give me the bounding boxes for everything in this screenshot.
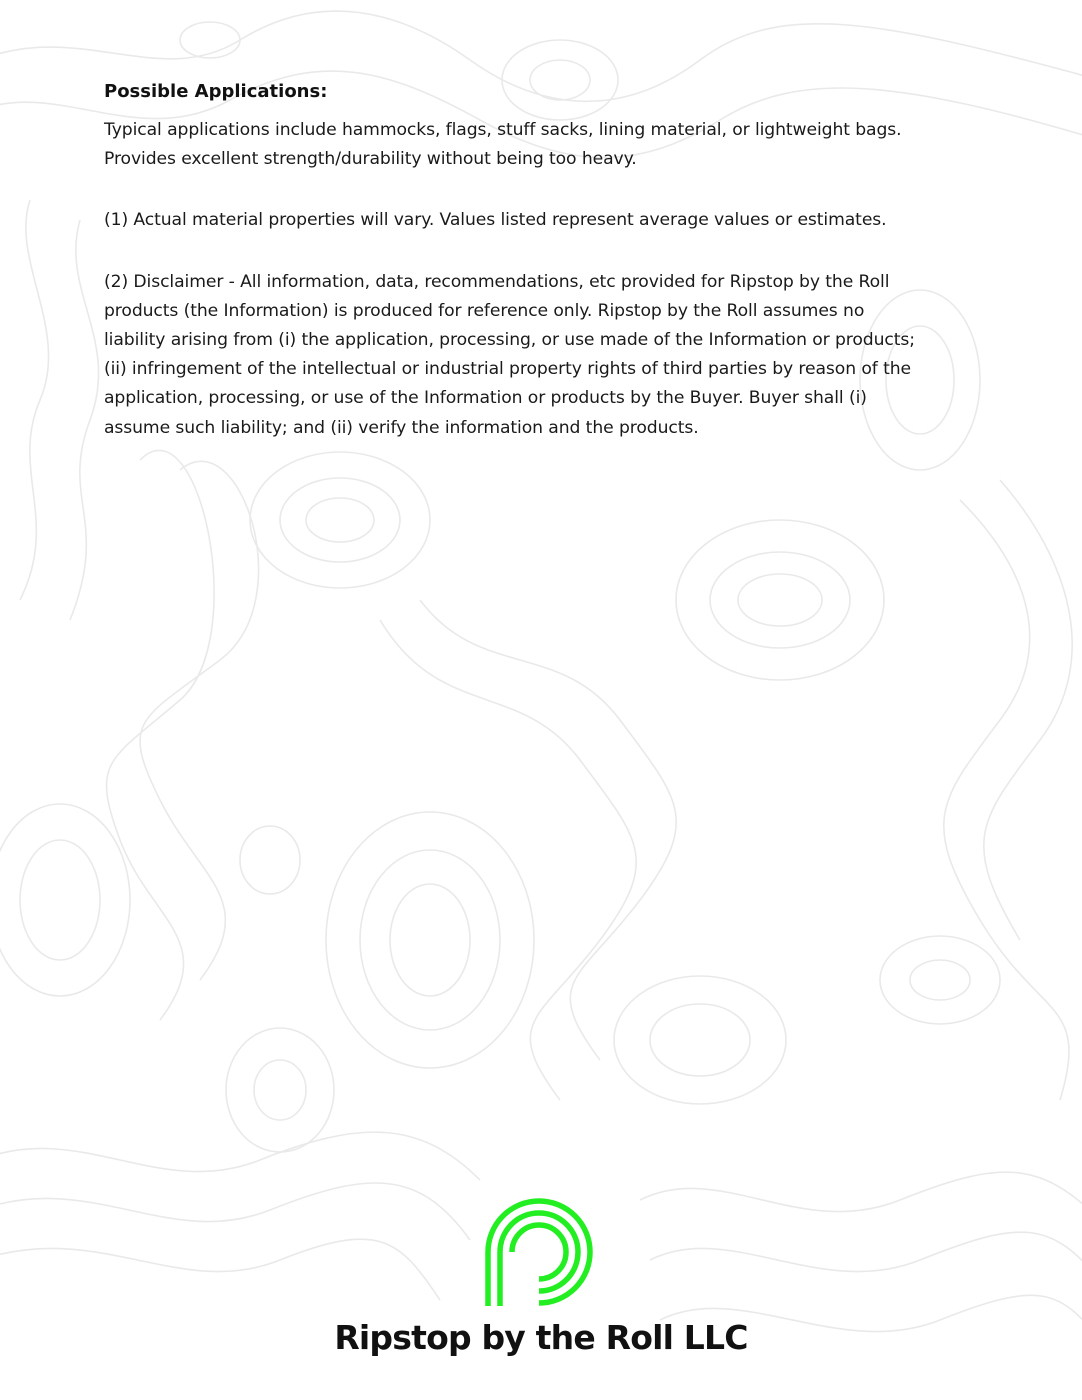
note-1-line: (1) Actual material properties will vary. Values listed represent average values or estimates. [104,210,887,231]
main-content [104,78,984,475]
disclaimer-line: (ii) infringement of the intellectual or industrial property rights of third parties by reason of the [104,359,911,380]
disclaimer-line: assume such liability; and (ii) verify the information and the products. [104,417,699,438]
ripstop-roll-logo-icon [482,1196,596,1308]
applications-line: Typical applications include hammocks, flags, stuff sacks, lining material, or lightweight bags. [104,120,902,140]
disclaimer-paragraph [104,268,984,443]
disclaimer-line: products (the Information) is produced for reference only. Ripstop by the Roll assumes no [104,300,865,321]
disclaimer-line: (2) Disclaimer - All information, data, recommendations, etc provided for Ripstop by the Roll [104,271,890,292]
company-name: Ripstop by the Roll LLC [334,1318,748,1357]
possible-applications-heading: Possible Applications: [104,81,328,102]
disclaimer-line: liability arising from (i) the application, processing, or use made of the Information or products; [104,330,915,351]
note-1-paragraph [104,206,984,235]
disclaimer-line: application, processing, or use of the Information or products by the Buyer. Buyer shall (i) [104,388,867,409]
applications-line: Provides excellent strength/durability without being too heavy. [104,149,637,170]
applications-paragraph [104,116,984,174]
